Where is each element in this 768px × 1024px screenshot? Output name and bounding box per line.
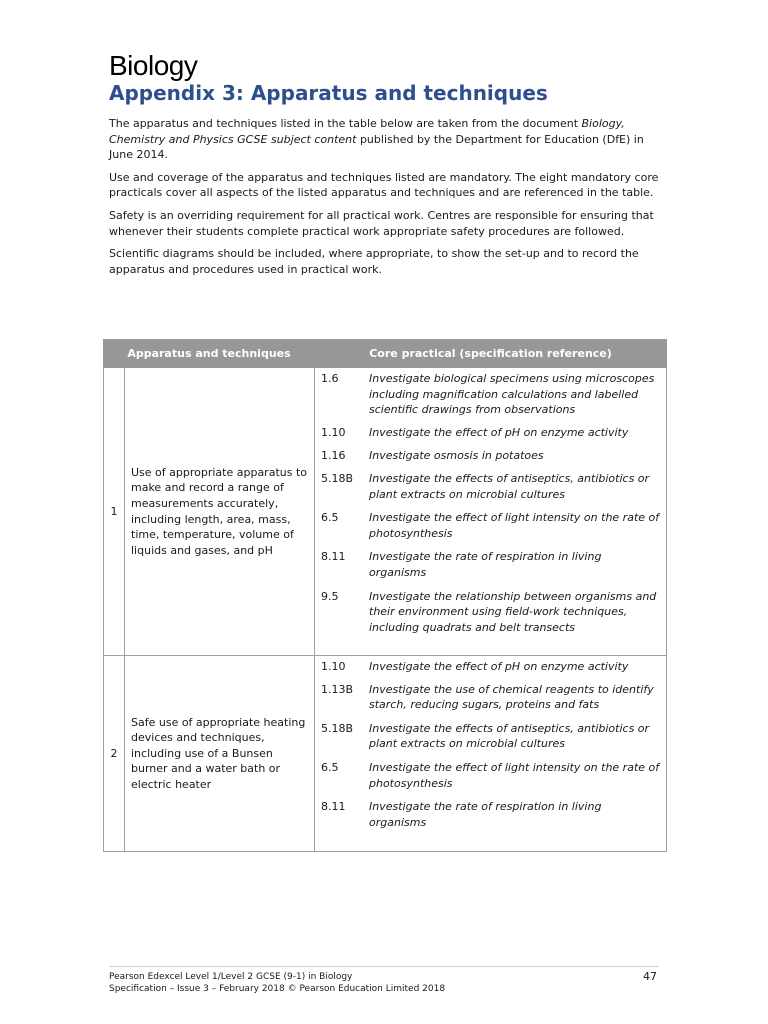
core-practical-item — [315, 659, 666, 675]
practical-description: Investigate osmosis in potatoes — [369, 449, 544, 463]
intro-p1-text: The apparatus and techniques listed in the table below are taken from the document — [109, 117, 582, 130]
specification-reference: 5.18B — [321, 471, 354, 485]
practical-description: Investigate the use of chemical reagents to identify starch, reducing sugars, proteins and fats — [369, 682, 654, 712]
specification-reference: 9.5 — [321, 589, 339, 603]
subject-heading: Biology — [109, 50, 198, 81]
intro-paragraph-2: Use and coverage of the apparatus and techniques listed are mandatory. The eight mandatory core practicals cover all aspects of the listed apparatus and techniques and are referenced in the table. — [109, 170, 659, 200]
specification-reference: 8.11 — [321, 550, 346, 564]
specification-reference: 1.16 — [321, 449, 346, 463]
core-practical-item — [315, 589, 666, 636]
specification-reference: 8.11 — [321, 800, 346, 814]
core-practical-item — [315, 510, 666, 541]
practical-description: Investigate the relationship between organisms and their environment using field-work techniques, including quadrats and belt transects — [369, 589, 657, 634]
column-header-core-practical: Core practical (specification reference) — [315, 340, 667, 368]
practical-description: Investigate the rate of respiration in living organisms — [369, 800, 602, 829]
specification-reference: 6.5 — [321, 760, 339, 774]
table-header-row — [104, 340, 667, 368]
table-row — [104, 368, 667, 656]
intro-paragraph-1 — [109, 116, 665, 163]
practical-description: Investigate the effects of antiseptics, antibiotics or plant extracts on microbial cultures — [369, 721, 650, 751]
core-practical-item — [315, 471, 666, 502]
table-body — [104, 368, 667, 852]
practical-description: Investigate the rate of respiration in living organisms — [369, 550, 602, 579]
specification-reference: 1.10 — [321, 660, 346, 673]
specification-reference: 6.5 — [321, 511, 339, 525]
intro-paragraph-3: Safety is an overriding requirement for all practical work. Centres are responsible for ensuring that whenever their students complete practical work appropriate safety procedures are followed. — [109, 208, 654, 238]
specification-reference: 1.10 — [321, 425, 346, 439]
core-practical-item — [315, 721, 666, 752]
core-practical-list — [315, 656, 667, 852]
core-practical-list — [315, 368, 667, 656]
core-practical-item — [315, 682, 666, 713]
page-title: Appendix 3: Apparatus and techniques — [109, 81, 548, 105]
practical-description: Investigate biological specimens using microscopes including magnification calculations and labelled scientific drawings from observations — [369, 372, 655, 417]
practical-description: Investigate the effect of pH on enzyme activity — [369, 660, 629, 673]
core-practical-item — [315, 799, 666, 830]
core-practical-item — [315, 549, 666, 580]
page-number: 47 — [643, 970, 657, 983]
core-practical-item — [315, 760, 666, 791]
intro-text — [109, 116, 665, 277]
core-practical-item — [315, 425, 666, 441]
apparatus-table — [103, 339, 667, 852]
intro-p1-text-end: published by the Department for Education (DfE) in June 2014. — [109, 132, 644, 162]
practical-description: Investigate the effect of light intensity on the rate of photosynthesis — [369, 511, 660, 540]
apparatus-description: Safe use of appropriate heating devices and techniques, including use of a Bunsen burner and a water bath or electric heater — [125, 656, 315, 852]
footer-line-1: Pearson Edexcel Level 1/Level 2 GCSE (9-1) in Biology — [109, 972, 353, 982]
specification-reference: 5.18B — [321, 721, 354, 735]
apparatus-description: Use of appropriate apparatus to make and record a range of measurements accurately, including length, area, mass, time, temperature, volume of liquids and gases, and pH — [125, 368, 315, 656]
row-number: 1 — [104, 368, 125, 656]
core-practical-item — [315, 371, 666, 418]
column-header-apparatus: Apparatus and techniques — [104, 340, 315, 368]
table-row — [104, 656, 667, 852]
footer-divider — [109, 966, 659, 967]
intro-p1-document-title: Biology, Chemistry and Physics GCSE subject content — [109, 117, 625, 146]
core-practical-item — [315, 448, 666, 464]
footer-text — [109, 971, 445, 995]
practical-description: Investigate the effect of pH on enzyme activity — [369, 425, 629, 439]
intro-paragraph-4: Scientific diagrams should be included, where appropriate, to show the set-up and to record the apparatus and procedures used in practical work. — [109, 247, 639, 276]
practical-description: Investigate the effect of light intensity on the rate of photosynthesis — [369, 760, 660, 790]
practical-description: Investigate the effects of antiseptics, antibiotics or plant extracts on microbial cultures — [369, 471, 650, 501]
row-number: 2 — [104, 656, 125, 852]
specification-reference: 1.13B — [321, 682, 354, 696]
specification-reference: 1.6 — [321, 372, 339, 385]
footer-line-2: Specification – Issue 3 – February 2018 © Pearson Education Limited 2018 — [109, 984, 446, 994]
